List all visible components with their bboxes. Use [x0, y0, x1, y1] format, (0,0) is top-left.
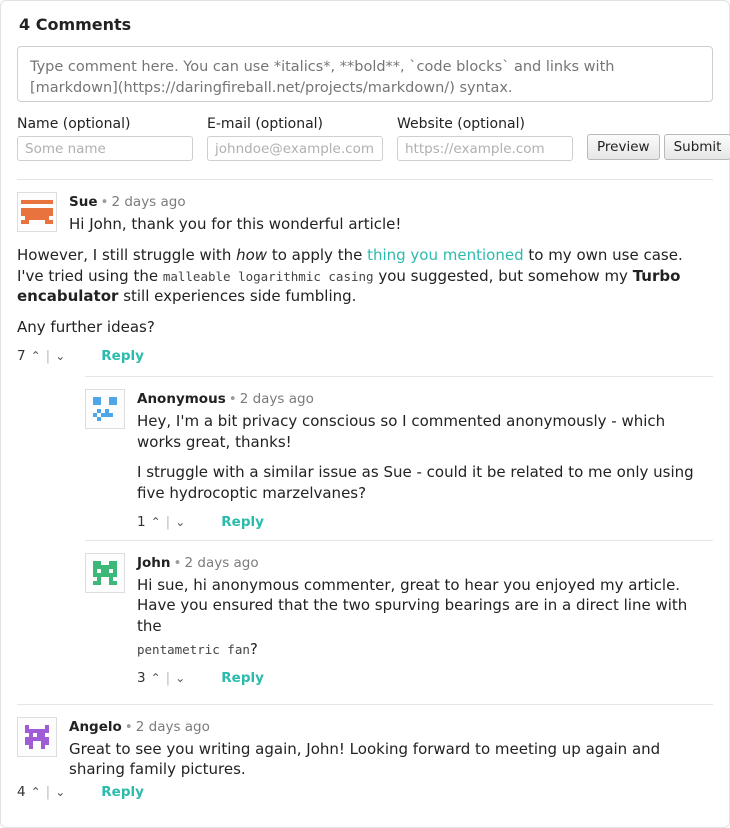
downvote-icon[interactable]: ⌄	[175, 514, 186, 529]
comment-main	[69, 192, 713, 235]
upvote-icon[interactable]: ⌃	[150, 670, 161, 685]
reply-button[interactable]: Reply	[221, 513, 264, 530]
comment-author: Angelo	[69, 718, 122, 735]
avatar	[85, 553, 125, 593]
upvote-icon[interactable]: ⌃	[30, 785, 41, 800]
downvote-icon[interactable]: ⌄	[175, 670, 186, 685]
vote-separator: |	[45, 347, 51, 364]
comment-meta	[137, 553, 713, 571]
text-run: ?	[249, 639, 258, 658]
comment-paragraph-2: I struggle with a similar issue as Sue - could it be related to me only using five hydrocoptic marzelvanes?	[137, 463, 694, 502]
text-run: still experiences side fumbling.	[118, 287, 357, 306]
comment-paragraph-1-cont	[137, 639, 713, 660]
inline-link[interactable]: thing you mentioned	[367, 245, 524, 264]
upvote-icon[interactable]: ⌃	[30, 348, 41, 363]
preview-button[interactable]: Preview	[587, 134, 660, 160]
comment-actions	[137, 670, 713, 686]
separator-dot: •	[124, 718, 133, 735]
name-field-group	[17, 116, 193, 161]
comment-actions	[17, 348, 713, 364]
comment-header	[17, 717, 713, 781]
comment-timestamp: 2 days ago	[135, 718, 210, 735]
email-label: E-mail (optional)	[207, 116, 324, 132]
avatar	[17, 192, 57, 232]
comment-header	[85, 389, 713, 453]
comment-author: Sue	[69, 194, 98, 210]
comment-meta	[69, 717, 713, 735]
comment-meta	[69, 192, 713, 210]
inline-code: malleable logarithmic casing	[162, 268, 374, 284]
separator-dot: •	[100, 194, 109, 210]
submit-button[interactable]: Submit	[664, 134, 730, 160]
page-title: 4 Comments	[19, 15, 132, 34]
text-run: to apply the	[267, 245, 368, 264]
vote-separator: |	[165, 513, 171, 530]
vote-separator: |	[165, 669, 171, 686]
text-run: Hi sue, hi anonymous commenter, great to hear you enjoyed my article. Have you ensured that the two spurving bearings are in a direct line with the	[137, 575, 688, 636]
comment-timestamp: 2 days ago	[111, 194, 186, 210]
form-buttons	[587, 134, 730, 161]
comment-paragraph-2	[17, 245, 713, 307]
comment-paragraph-1	[137, 575, 713, 637]
comment-paragraph-1: Hi John, thank you for this wonderful article!	[69, 215, 402, 234]
separator-dot: •	[228, 390, 237, 407]
avatar	[17, 717, 57, 757]
comment-author: John	[137, 554, 171, 571]
vote-separator: |	[45, 784, 51, 801]
vote-count: 3	[137, 669, 146, 686]
comment-angelo	[17, 704, 713, 801]
website-field-group	[397, 116, 573, 161]
strong-text: Turbo encabulator	[17, 266, 681, 306]
name-input[interactable]	[17, 136, 193, 161]
comment-header	[17, 192, 713, 235]
comment-meta	[137, 389, 713, 407]
comment-paragraph-1: Hey, I'm a bit privacy conscious so I commented anonymously - which works great, thanks!	[137, 411, 666, 451]
comment-main	[137, 553, 713, 637]
text-run: you suggested, but somehow my	[373, 266, 633, 285]
comment-actions	[17, 784, 713, 800]
separator-dot: •	[173, 554, 182, 571]
comment-author: Anonymous	[137, 390, 226, 407]
downvote-icon[interactable]: ⌄	[55, 348, 66, 363]
form-fields-row	[17, 116, 722, 161]
vote-count: 7	[17, 347, 26, 364]
comment-timestamp: 2 days ago	[239, 390, 314, 407]
form-divider	[17, 179, 713, 180]
comment-john	[85, 540, 713, 696]
emphasis-text: how	[236, 245, 268, 264]
website-label: Website (optional)	[397, 116, 525, 132]
vote-count: 4	[17, 784, 26, 801]
comment-actions	[137, 514, 713, 530]
email-input[interactable]	[207, 136, 383, 161]
reply-button[interactable]: Reply	[101, 347, 144, 364]
comment-textarea[interactable]	[17, 46, 713, 102]
comment-form	[17, 46, 722, 161]
email-field-group	[207, 116, 383, 161]
comment-sue	[17, 192, 713, 696]
comment-main	[69, 717, 713, 781]
name-label: Name (optional)	[17, 116, 131, 132]
comment-timestamp: 2 days ago	[184, 554, 259, 571]
downvote-icon[interactable]: ⌄	[55, 785, 66, 800]
comment-paragraph-1: Great to see you writing again, John! Looking forward to meeting up again and sharing family pictures.	[69, 739, 661, 779]
upvote-icon[interactable]: ⌃	[150, 514, 161, 529]
comment-main	[137, 389, 713, 453]
vote-count: 1	[137, 513, 146, 530]
reply-button[interactable]: Reply	[101, 784, 144, 801]
reply-button[interactable]: Reply	[221, 669, 264, 686]
comment-header	[85, 553, 713, 637]
reply-thread	[85, 376, 713, 696]
comment-paragraph-3: Any further ideas?	[17, 317, 155, 336]
website-input[interactable]	[397, 136, 573, 161]
comment-anonymous	[85, 389, 713, 540]
text-run: However, I still struggle with	[17, 245, 237, 264]
text-run: to my own use case. I've tried using the	[17, 245, 683, 285]
avatar	[85, 389, 125, 429]
inline-code: pentametric fan	[137, 641, 250, 657]
